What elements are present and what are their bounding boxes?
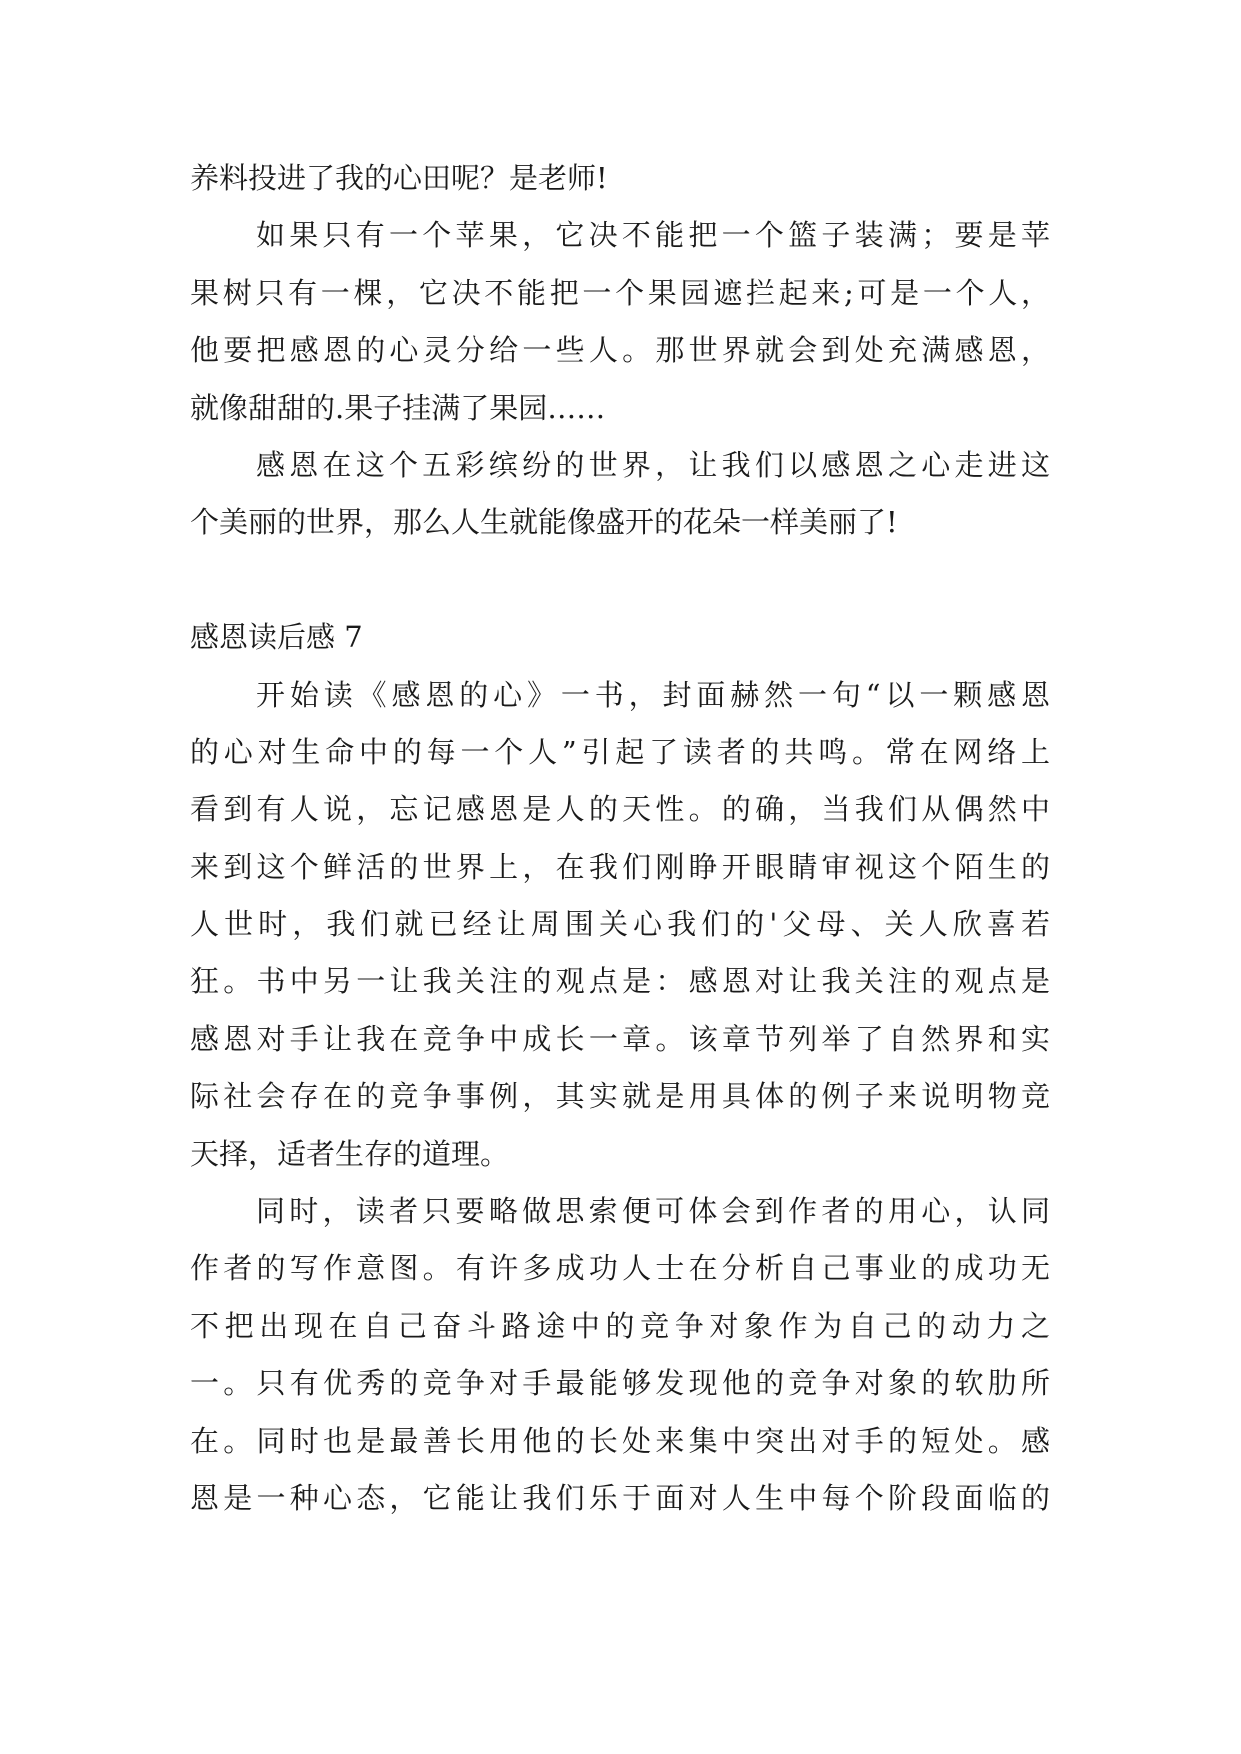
paragraph-line: 不把出现在自己奋斗路途中的竞争对象作为自己的动力之 [190,1308,1050,1343]
paragraph-line: 一。只有优秀的竞争对手最能够发现他的竞争对象的软肋所 [190,1366,1050,1401]
paragraph-line: 就像甜甜的.果子挂满了果园…… [190,390,606,425]
paragraph-line: 感恩在这个五彩缤纷的世界，让我们以感恩之心走进这 [256,447,1050,482]
paragraph-line: 际社会存在的竞争事例，其实就是用具体的例子来说明物竞 [190,1079,1050,1114]
paragraph-line: 他要把感恩的心灵分给一些人。那世界就会到处充满感恩， [190,333,1050,368]
paragraph-line: 开始读《感恩的心》一书，封面赫然一句“以一颗感恩 [256,677,1050,712]
paragraph-line: 养料投进了我的心田呢？是老师! [190,161,608,195]
section-gap [190,552,1050,609]
document-body [190,150,1050,1527]
paragraph-line: 恩是一种心态，它能让我们乐于面对人生中每个阶段面临的 [190,1480,1050,1515]
paragraph-line: 同时，读者只要略做思索便可体会到作者的用心，认同 [256,1194,1050,1229]
section-heading: 感恩读后感 7 [190,620,363,655]
paragraph-line: 如果只有一个苹果，它决不能把一个篮子装满；要是苹 [256,218,1050,253]
paragraph-line: 作者的写作意图。有许多成功人士在分析自己事业的成功无 [190,1251,1050,1286]
paragraph-line: 狂。书中另一让我关注的观点是：感恩对让我关注的观点是 [190,964,1050,999]
paragraph-line: 果树只有一棵，它决不能把一个果园遮拦起来;可是一个人， [190,275,1050,310]
paragraph-line: 天择，适者生存的道理。 [190,1136,510,1171]
paragraph-line: 人世时，我们就已经让周围关心我们的'父母、关人欣喜若 [190,907,1050,942]
paragraph-line: 的心对生命中的每一个人”引起了读者的共鸣。常在网络上 [190,734,1050,769]
paragraph-line: 在。同时也是最善长用他的长处来集中突出对手的短处。感 [190,1423,1050,1458]
paragraph-line: 个美丽的世界，那么人生就能像盛开的花朵一样美丽了! [190,505,898,540]
paragraph-line: 看到有人说，忘记感恩是人的天性。的确，当我们从偶然中 [190,792,1050,827]
paragraph-line: 来到这个鲜活的世界上，在我们刚睁开眼睛审视这个陌生的 [190,849,1050,884]
paragraph-line: 感恩对手让我在竞争中成长一章。该章节列举了自然界和实 [190,1021,1050,1056]
